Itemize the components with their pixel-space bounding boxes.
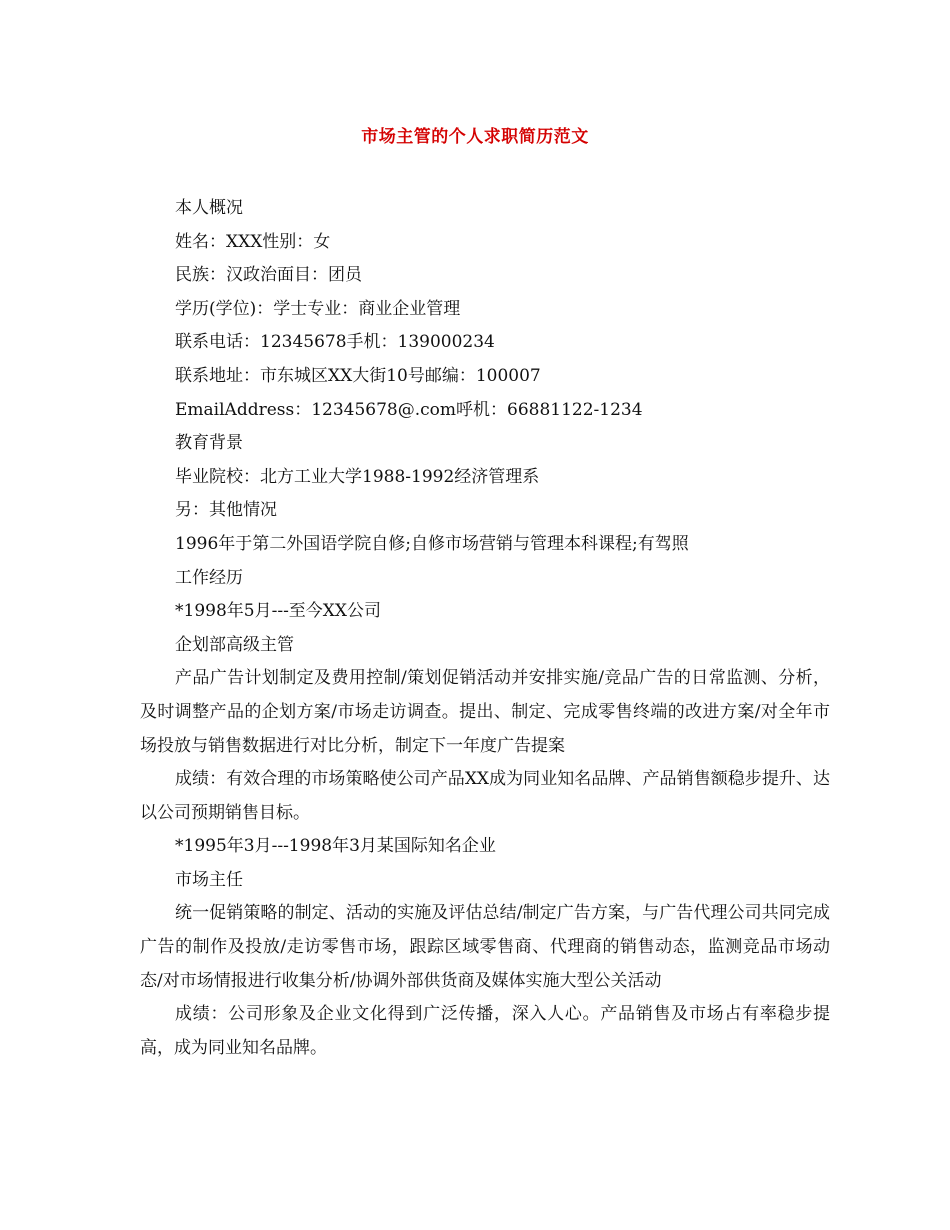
other-info-heading: 另：其他情况 [175,500,277,521]
job-achievements-2: 成绩：公司形象及企业文化得到广泛传播，深入人心。产品销售及市场占有率稳步提高，成为同业知名品牌。 [140,1004,830,1058]
address-line: 联系地址：市东城区XX大街10号邮编：100007 [175,365,541,386]
section-heading-personal-profile: 本人概况 [175,198,243,218]
job-title-1: 企划部高级主管 [175,634,294,655]
job-duties-1: 产品广告计划制定及费用控制/策划促销活动并安排实施/竞品广告的日常监测、分析，及时调整产品的企划方案/市场走访调查。提出、制定、完成零售终端的改进方案/对全年市场投放与销售数据进行对比分析，制定下一年度广告提案 [140,668,830,756]
school-line: 毕业院校：北方工业大学1988-1992经济管理系 [175,466,540,487]
job-period-1: *1998年5月---至今XX公司 [175,601,382,622]
document-body [140,192,830,1065]
degree-major-line: 学历(学位)：学士专业：商业企业管理 [175,298,461,319]
section-heading-education: 教育背景 [175,433,243,454]
document-title: 市场主管的个人求职简历范文 [361,127,589,147]
job-title-2: 市场主任 [175,869,243,890]
section-heading-work-experience: 工作经历 [175,567,243,588]
email-pager-line: EmailAddress：12345678@.com呼机：66881122-1234 [175,399,643,420]
job-achievements-1: 成绩：有效合理的市场策略使公司产品XX成为同业知名品牌、产品销售额稳步提升、达以公司预期销售目标。 [140,769,830,823]
phone-line: 联系电话：12345678手机：139000234 [175,332,495,353]
name-gender-line: 姓名：XXX性别：女 [175,231,331,252]
ethnicity-political-line: 民族：汉政治面目：团员 [175,265,362,286]
job-duties-2: 统一促销策略的制定、活动的实施及评估总结/制定广告方案，与广告代理公司共同完成广告的制作及投放/走访零售市场，跟踪区域零售商、代理商的销售动态，监测竞品市场动态/对市场情报进行收集分析/协调外部供货商及媒体实施大型公关活动 [140,903,830,991]
job-period-2: *1995年3月---1998年3月某国际知名企业 [175,836,496,857]
self-study-line: 1996年于第二外国语学院自修;自修市场营销与管理本科课程;有驾照 [175,533,689,554]
